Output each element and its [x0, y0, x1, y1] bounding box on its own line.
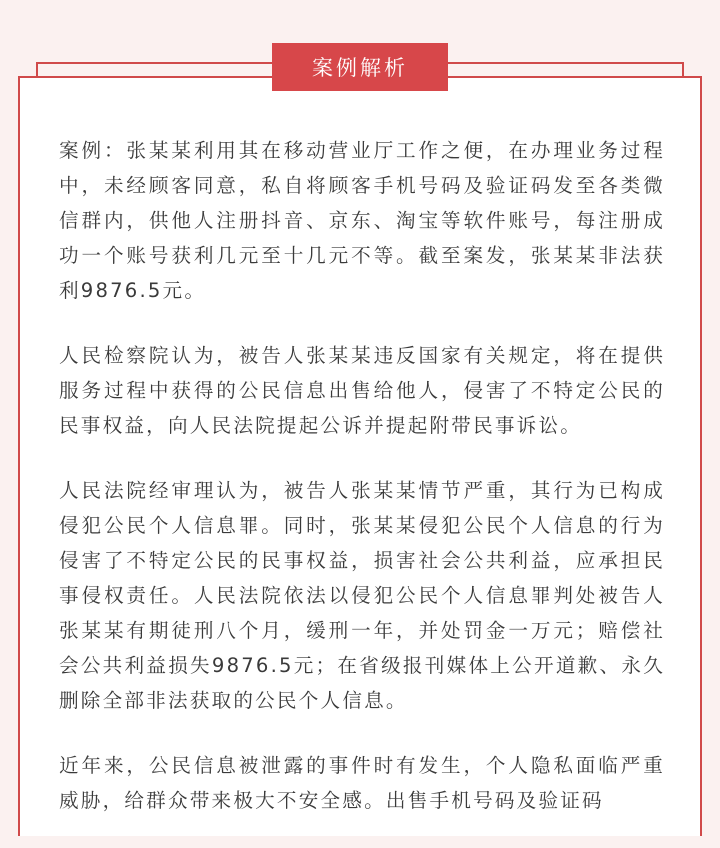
paragraph-commentary: 近年来，公民信息被泄露的事件时有发生，个人隐私面临严重威胁，给群众带来极大不安全感。出售手机号码及验证码 — [59, 754, 665, 812]
case-card — [18, 76, 702, 836]
paragraph-court-ruling: 人民法院经审理认为，被告人张某某情节严重，其行为已构成侵犯公民个人信息罪。同时，张某某侵犯公民个人信息的行为侵害了不特定公民的民事权益，损害社会公共利益，应承担民事侵权责任。人民法院依法以侵犯公民个人信息罪判处被告人张某某有期徒刑八个月，缓刑一年，并处罚金一万元；赔偿社会公共利益损失9876.5元；在省级报刊媒体上公开道歉、永久删除全部非法获取的公民个人信息。 — [59, 479, 665, 712]
case-content — [59, 133, 665, 848]
paragraph-case: 案例：张某某利用其在移动营业厅工作之便，在办理业务过程中，未经顾客同意，私自将顾客手机号码及验证码发至各类微信群内，供他人注册抖音、京东、淘宝等软件账号，每注册成功一个账号获利几元至十几元不等。截至案发，张某某非法获利9876.5元。 — [59, 139, 665, 302]
paragraph-procuratorate: 人民检察院认为，被告人张某某违反国家有关规定，将在提供服务过程中获得的公民信息出售给他人，侵害了不特定公民的民事权益，向人民法院提起公诉并提起附带民事诉讼。 — [59, 344, 665, 437]
section-title-badge: 案例解析 — [272, 43, 448, 91]
